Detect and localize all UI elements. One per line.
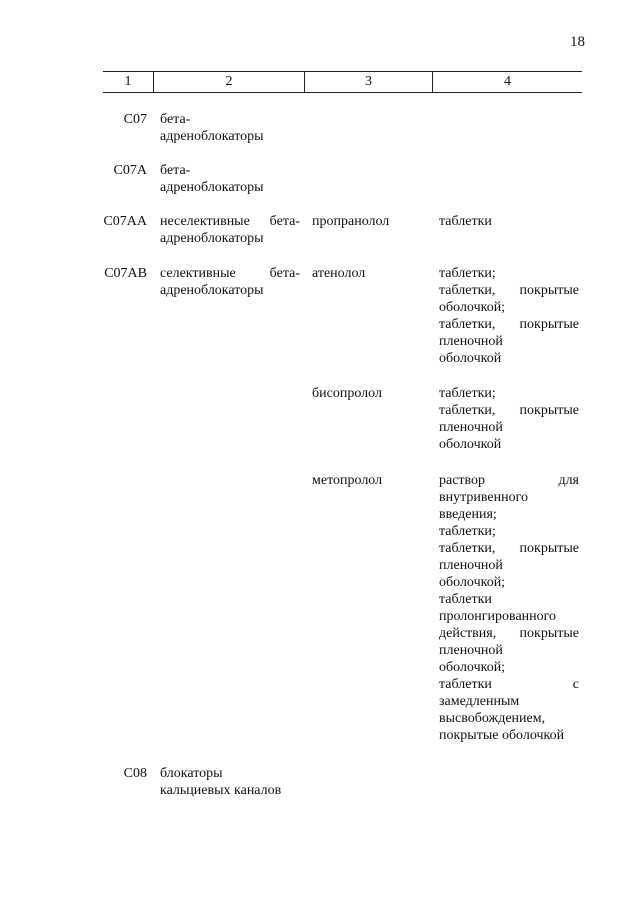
group-name-line: бета- xyxy=(160,163,191,178)
dosage-form-line: таблетки, покрытые xyxy=(439,541,579,556)
dosage-form-line: таблетки, покрытые xyxy=(439,317,579,332)
dosage-forms xyxy=(439,385,579,453)
atc-code: С07 xyxy=(123,112,147,127)
group-name xyxy=(160,162,300,196)
dosage-form-line: оболочкой xyxy=(439,351,502,366)
group-name xyxy=(160,213,300,247)
group-name xyxy=(160,111,300,145)
drug-name: атенолол xyxy=(312,266,366,281)
dosage-form-line: таблетки, покрытые xyxy=(439,403,579,418)
dosage-form-line: оболочкой; xyxy=(439,300,506,315)
group-name-line: блокаторы xyxy=(160,766,223,781)
drug-name: пропранолол xyxy=(312,214,390,229)
dosage-form-line: введения; xyxy=(439,507,497,522)
dosage-form-line: таблетки; xyxy=(439,524,496,539)
table-header-row xyxy=(103,71,582,93)
group-name xyxy=(160,265,300,299)
dosage-form-line: таблетки; xyxy=(439,386,496,401)
dosage-form-line: таблетки xyxy=(439,592,492,607)
group-name-line: адреноблокаторы xyxy=(160,180,264,195)
group-name-line: кальциевых каналов xyxy=(160,783,282,798)
dosage-form-line: таблетки xyxy=(439,214,492,229)
dosage-form-line: пленочной xyxy=(439,420,503,435)
dosage-form-line: пленочной xyxy=(439,558,503,573)
dosage-form-line: покрытые оболочкой xyxy=(439,728,565,743)
dosage-form-line: таблетки, покрытые xyxy=(439,283,579,298)
dosage-form-line: внутривенного xyxy=(439,490,529,505)
dosage-form-line: оболочкой xyxy=(439,437,502,452)
dosage-forms xyxy=(439,265,579,367)
dosage-form-line: пленочной xyxy=(439,643,503,658)
group-name xyxy=(160,765,300,799)
drug-name: метопролол xyxy=(312,473,383,488)
dosage-form-line: оболочкой; xyxy=(439,660,506,675)
header-col-3: 3 xyxy=(365,74,372,89)
dosage-form-line: раствор для xyxy=(439,473,579,488)
dosage-form-line: оболочкой; xyxy=(439,575,506,590)
atc-code: С07А xyxy=(113,163,147,178)
atc-code: С07АВ xyxy=(104,266,147,281)
header-col-1: 1 xyxy=(124,74,132,89)
group-name-line: бета- xyxy=(160,112,191,127)
dosage-forms xyxy=(439,213,579,230)
group-name-line: селективные бета- xyxy=(160,266,300,281)
page-number: 18 xyxy=(570,34,585,50)
header-col-2: 2 xyxy=(225,74,233,89)
dosage-forms xyxy=(439,472,579,744)
dosage-form-line: таблетки; xyxy=(439,266,496,281)
dosage-form-line: пленочной xyxy=(439,334,503,349)
dosage-form-line: замедленным xyxy=(439,694,520,709)
atc-code: С07АА xyxy=(103,214,147,229)
group-name-line: адреноблокаторы xyxy=(160,129,264,144)
header-col-4: 4 xyxy=(504,74,511,89)
group-name-line: неселективные бета- xyxy=(160,214,300,229)
dosage-form-line: действия, покрытые xyxy=(439,626,579,641)
dosage-form-line: пролонгированного xyxy=(439,609,557,624)
group-name-line: адреноблокаторы xyxy=(160,283,264,298)
dosage-form-line: таблетки с xyxy=(439,677,579,692)
group-name-line: адреноблокаторы xyxy=(160,231,264,246)
atc-code: С08 xyxy=(123,766,147,781)
drug-name: бисопролол xyxy=(312,386,382,401)
dosage-form-line: высвобождением, xyxy=(439,711,546,726)
